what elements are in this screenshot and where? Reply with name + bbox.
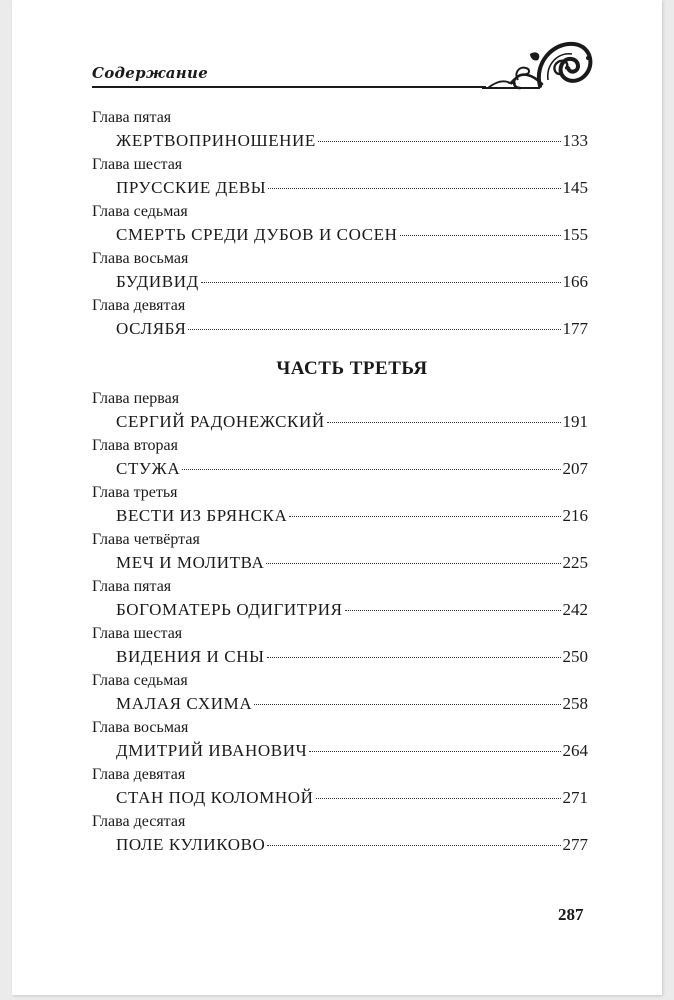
chapter-label: Глава восьмая [92,719,189,736]
chapter-title-line [92,737,588,765]
page-number: 271 [562,788,588,807]
toc-entry[interactable] [92,436,588,483]
page-number: 145 [562,178,588,197]
chapter-label: Глава шестая [92,625,183,642]
dot-leader [267,657,561,658]
chapter-title: СТУЖА [116,459,181,478]
dot-leader [201,282,561,283]
chapter-title-line [92,127,588,155]
ornament-icon [478,34,596,92]
dot-leader [400,235,561,236]
dot-leader [188,329,560,330]
toc-entry[interactable] [92,249,588,296]
chapter-label: Глава пятая [92,109,172,126]
chapter-label: Глава шестая [92,156,183,173]
page-number: 191 [562,412,588,431]
chapter-label: Глава седьмая [92,672,188,689]
chapter-title: ВИДЕНИЯ И СНЫ [116,647,265,666]
chapter-label: Глава десятая [92,813,186,830]
chapter-title: ОСЛЯБЯ [116,319,187,338]
dot-leader [345,610,561,611]
chapter-title: БОГОМАТЕРЬ ОДИГИТРИЯ [116,600,343,619]
page-number: 264 [562,741,588,760]
toc-entry[interactable] [92,296,588,343]
toc-entry[interactable] [92,765,588,812]
toc-entry[interactable] [92,530,588,577]
chapter-title-line [92,549,588,577]
dot-leader [316,798,561,799]
page-number: 155 [562,225,588,244]
chapter-title-line [92,831,588,859]
chapter-title: ВЕСТИ ИЗ БРЯНСКА [116,506,288,525]
toc-entry[interactable] [92,624,588,671]
folio-page-number: 287 [558,905,584,924]
dot-leader [309,751,560,752]
chapter-title-line [92,174,588,202]
page-number: 177 [562,319,588,338]
toc-entry[interactable] [92,812,588,859]
chapter-title-line [92,643,588,671]
chapter-label: Глава девятая [92,297,186,314]
chapter-title: СТАН ПОД КОЛОМНОЙ [116,788,314,807]
chapter-title-line [92,221,588,249]
chapter-title: ДМИТРИЙ ИВАНОВИЧ [116,741,308,760]
page-number: 225 [562,553,588,572]
chapter-title: СМЕРТЬ СРЕДИ ДУБОВ И СОСЕН [116,225,398,244]
header-rule [92,86,486,88]
chapter-title-line [92,315,588,343]
page-number: 133 [562,131,588,150]
chapter-label: Глава четвёртая [92,531,200,548]
chapter-label: Глава пятая [92,578,172,595]
chapter-title-line [92,596,588,624]
page-number: 207 [562,459,588,478]
dot-leader [182,469,560,470]
table-of-contents [92,108,588,859]
page-number: 277 [562,835,588,854]
dot-leader [266,563,560,564]
chapter-title-line [92,268,588,296]
page-number: 166 [562,272,588,291]
book-page [12,0,662,995]
chapter-title: МЕЧ И МОЛИТВА [116,553,265,572]
chapter-title: ПРУССКИЕ ДЕВЫ [116,178,267,197]
toc-entry[interactable] [92,483,588,530]
dot-leader [327,422,561,423]
toc-entry[interactable] [92,718,588,765]
chapter-label: Глава вторая [92,437,178,454]
toc-entry[interactable] [92,202,588,249]
dot-leader [254,704,560,705]
page-number: 250 [562,647,588,666]
toc-entry[interactable] [92,155,588,202]
chapter-label: Глава девятая [92,766,186,783]
dot-leader [289,516,560,517]
page-number: 216 [562,506,588,525]
chapter-title-line [92,690,588,718]
chapter-label: Глава седьмая [92,203,188,220]
chapter-title: СЕРГИЙ РАДОНЕЖСКИЙ [116,412,325,431]
dot-leader [318,141,561,142]
chapter-title: БУДИВИД [116,272,199,291]
part-heading: ЧАСТЬ ТРЕТЬЯ [276,358,428,379]
dot-leader [268,188,560,189]
page-number: 242 [562,600,588,619]
toc-entry[interactable] [92,671,588,718]
chapter-title: МАЛАЯ СХИМА [116,694,253,713]
chapter-label: Глава первая [92,390,180,407]
dot-leader [267,845,560,846]
chapter-title: ЖЕРТВОПРИНОШЕНИЕ [116,131,316,150]
chapter-title-line [92,455,588,483]
chapter-title-line [92,784,588,812]
toc-entry[interactable] [92,389,588,436]
chapter-title-line [92,408,588,436]
chapter-title: ПОЛЕ КУЛИКОВО [116,835,266,854]
chapter-title-line [92,502,588,530]
toc-entry[interactable] [92,108,588,155]
chapter-label: Глава восьмая [92,250,189,267]
running-head-title: Содержание [92,64,209,82]
toc-entry[interactable] [92,577,588,624]
page-number: 258 [562,694,588,713]
chapter-label: Глава третья [92,484,178,501]
